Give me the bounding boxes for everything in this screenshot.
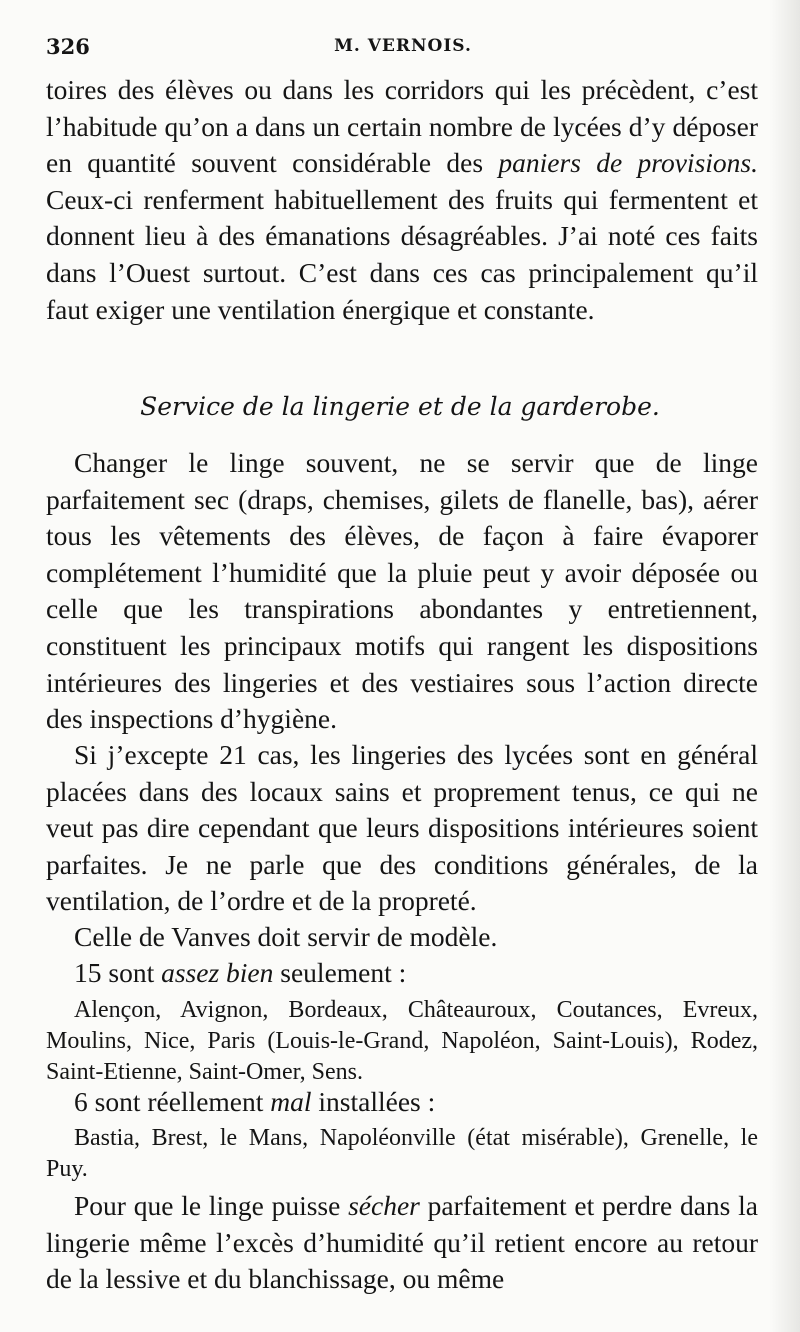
paragraph-text: Celle de Vanves doit servir de modèle.	[74, 921, 498, 952]
list-mal	[46, 1123, 758, 1185]
list-heading-assez-bien	[46, 955, 758, 992]
paragraph-text-continued: parfaitement et perdre dans la lingerie même l’excès d’humidité qu’il retient encore au retour de la lessive et du blanchissage, ou même	[46, 1190, 758, 1295]
paragraph-lingeries	[46, 737, 758, 920]
paragraph-text: Changer le linge souvent, ne se servir que de linge parfaitement sec (draps, chemises, gilets de flanelle, bas), aérer tous les vêtements des élèves, de façon à faire évaporer complétement l’humidité que la pluie peut y avoir déposée ou celle que les transpirations abondantes y entretiennent, constituent les principaux motifs qui rangent les dispositions intérieures des lingeries et des vestiaires sous l’action directe des inspections d’hygiène.	[46, 447, 758, 735]
list-heading-text-end: seulement :	[273, 957, 407, 988]
list-heading-text: 6 sont réellement	[74, 1086, 271, 1117]
running-head: M. VERNOIS.	[334, 36, 472, 56]
italic-phrase: assez bien	[161, 957, 274, 988]
page-number: 326	[46, 34, 90, 59]
paragraph-secher	[46, 1188, 758, 1298]
list-heading-mal	[46, 1084, 758, 1121]
paragraph-provisions	[46, 72, 758, 328]
paragraph-text-continued: Ceux-ci renferment habituellement des fruits qui fermentent et donnent lieu à des émanations désagréables. J’ai noté ces faits dans l’Ouest surtout. C’est dans ces cas principalement qu’il faut exiger une ventilation énergique et constante.	[46, 183, 758, 325]
page-header	[46, 34, 760, 70]
list-items: Bastia, Brest, le Mans, Napoléonville (état misérable), Grenelle, le Puy.	[46, 1125, 758, 1182]
list-heading-text: 15 sont	[74, 957, 162, 988]
paragraph-text: Si j’excepte 21 cas, les lingeries des lycées sont en général placées dans des locaux sains et proprement tenus, ce qui ne veut pas dire cependant que leurs dispositions intérieures soient parfaites. Je ne parle que des conditions générales, de la ventilation, de l’ordre et de la propreté.	[46, 739, 758, 917]
list-assez-bien	[46, 995, 758, 1088]
paragraph-text: Pour que le linge puisse	[74, 1190, 349, 1221]
italic-phrase: paniers de provisions.	[498, 147, 758, 179]
italic-phrase: sécher	[348, 1190, 420, 1221]
list-items: Alençon, Avignon, Bordeaux, Châteauroux, Coutances, Evreux, Moulins, Nice, Paris (Louis-le-Grand, Napoléon, Saint-Louis), Rodez, Saint-Etienne, Saint-Omer, Sens.	[46, 997, 758, 1085]
section-heading: Service de la lingerie et de la garderobe.	[140, 392, 660, 421]
paragraph-text: toires des élèves ou dans les corridors qui les précèdent, c’est l’habitude qu’on a dans un certain nombre de lycées d’y déposer en quantité souvent considérable des	[46, 74, 758, 179]
paragraph-linge	[46, 445, 758, 738]
italic-phrase: mal	[270, 1086, 312, 1117]
page-edge-shadow	[770, 0, 800, 1332]
paragraph-vanves	[46, 919, 758, 956]
list-heading-text-end: installées :	[311, 1086, 436, 1117]
